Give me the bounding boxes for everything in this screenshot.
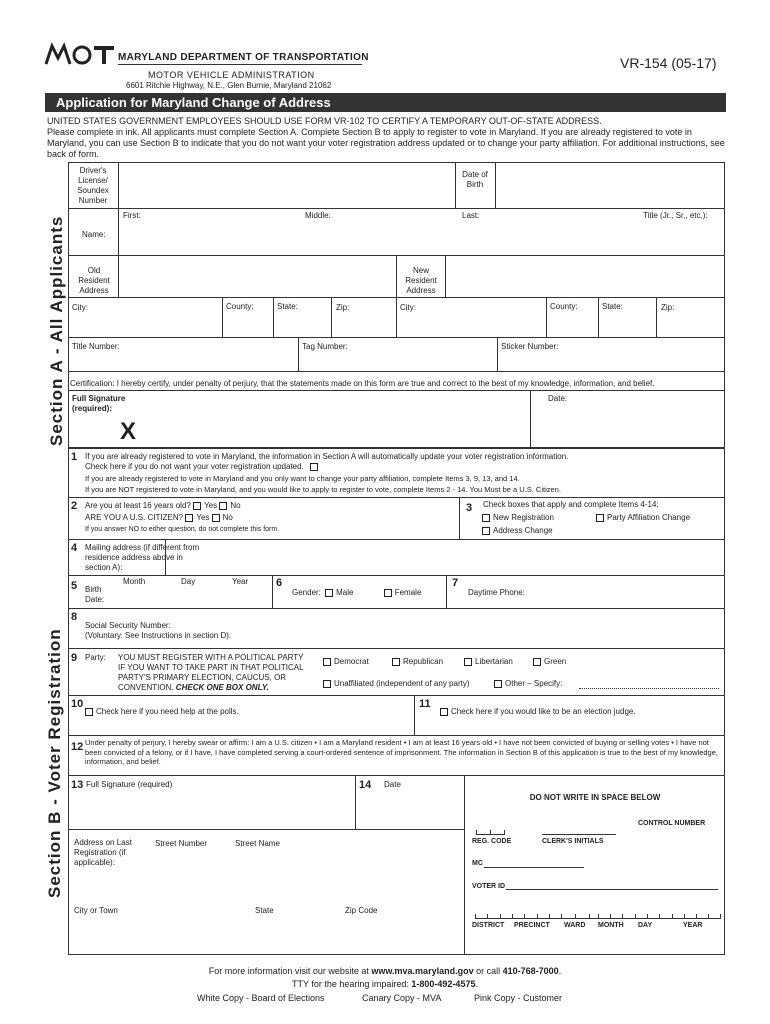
unaffiliated-label: Unaffiliated (independent of any party) [334, 679, 470, 688]
item-7-number: 7 [452, 577, 459, 589]
old-city-label: City: [72, 303, 88, 312]
party-instruction-4: CONVENTION. [118, 683, 174, 692]
footer-info: For more information visit our website at www.mva.maryland.gov or call 410-768-7000. [208, 966, 562, 976]
citizen-yes-label: Yes [196, 513, 210, 522]
phone-label: Daytime Phone: [468, 588, 525, 597]
age-question: Are you at least 16 years old? [85, 501, 191, 510]
item-1-note-1: If you are already registered to vote in Maryland and you only want to change your party affiliation, complete Items 3, 9, 13, and 14. [85, 474, 520, 483]
item-4-number: 4 [71, 542, 78, 554]
party-instruction-1: YOU MUST REGISTER WITH A POLITICAL PARTY [118, 653, 304, 662]
green-checkbox[interactable] [533, 658, 541, 666]
item-1-note-2: If you are NOT registered to vote in Maryland, and you would like to apply to register to vote, complete Items 2 - 14. You Must be a U.S. Citizen. [85, 485, 561, 494]
libertarian-checkbox[interactable] [464, 658, 472, 666]
last-registration-label: Address on Last Registration (if applicable): [74, 838, 132, 867]
item-13-number: 13 [71, 779, 84, 791]
name-label: Name: [82, 230, 106, 239]
signature-label: Full Signature (required): [72, 394, 126, 413]
new-registration-label: New Registration [493, 513, 554, 522]
mc-label: MC [472, 860, 483, 867]
signature-input[interactable] [140, 392, 528, 446]
citizen-question: ARE YOU A U.S. CITIZEN? [85, 513, 184, 522]
item-3-number: 3 [466, 502, 473, 514]
male-checkbox[interactable] [325, 589, 333, 597]
new-city-label: City: [400, 303, 416, 312]
libertarian-option [464, 657, 513, 666]
party-change-checkbox[interactable] [596, 514, 604, 522]
old-zip-label: Zip: [336, 303, 350, 312]
department-name: MARYLAND DEPARTMENT OF TRANSPORTATION [118, 52, 369, 63]
clerk-initials-label: CLERK'S INITIALS [542, 838, 604, 845]
voter-signature-input[interactable] [86, 792, 352, 824]
old-state-label: State: [277, 302, 298, 311]
footer-phone: 410-768-7000 [502, 966, 559, 976]
section-b-label: Section B - Voter Registration [45, 628, 64, 898]
oath-text: Under penalty of perjury, I hereby swear or affirm: I am a U.S. citizen • I am a Maryland resident • I am at least 16 years old • I have not been convicted of buying or selling votes • I have not been convicted of a felony, or if I have, I have completed serving a court-ordered sentence of imprisonment. The information in Section B of this application is true to the best of my knowledge, information, and belief. [85, 738, 718, 766]
reg-code-label: REG. CODE [472, 838, 512, 845]
unaffiliated-option [323, 679, 470, 688]
city-town-label: City or Town [74, 906, 118, 915]
footer-tty-number: 1-800-492-4575 [411, 979, 476, 989]
sticker-number-label: Sticker Number: [501, 342, 559, 351]
suffix-label: Title (Jr., Sr., etc.): [643, 211, 708, 220]
item-1-check-row [85, 462, 321, 471]
last-city-input[interactable] [72, 918, 460, 952]
democrat-option [323, 657, 369, 666]
ward-label: WARD [564, 922, 586, 929]
item-11-number: 11 [419, 698, 431, 710]
agency-address: 6601 Ritchie Highway, N.E., Glen Burnie, Maryland 21062 [126, 81, 332, 90]
new-county-label: County: [550, 302, 578, 311]
democrat-label: Democrat [334, 657, 369, 666]
voter-date-input[interactable] [380, 792, 460, 824]
female-label: Female [394, 588, 422, 597]
other-party-input[interactable] [579, 688, 719, 689]
republican-label: Republican [403, 657, 444, 666]
ssn-note: (Voluntary. See Instructions in section D): [85, 631, 232, 640]
license-label: Driver's License/ Soundex Number [77, 166, 109, 205]
last-name-label: Last: [462, 211, 480, 220]
item-2-citizen-row [85, 513, 233, 522]
birth-date-input[interactable] [118, 588, 270, 606]
intro-instructions: Please complete in ink. All applicants must complete Section A. Complete Section B to apply to register to vote in Maryland. If you are already registered to vote in Maryland, you can use Section B to indicate that you do not want your voter registration address updated or to change your party affiliation. For additional instructions, see back of form. [47, 127, 725, 159]
gender-row [292, 588, 421, 597]
year-label: Year [232, 577, 249, 586]
dob-input[interactable] [496, 163, 724, 207]
day-label: Day [181, 577, 196, 586]
party-instruction-2: IF YOU WANT TO TAKE PART IN THAT POLITICAL [118, 663, 304, 672]
address-change-option [482, 526, 553, 535]
last-state-label: State [255, 906, 274, 915]
district-label: DISTRICT [472, 922, 505, 929]
phone-input[interactable] [535, 584, 723, 604]
title-number-label: Title Number: [72, 342, 120, 351]
citizen-yes-checkbox[interactable] [185, 514, 193, 522]
party-label: Party: [85, 653, 106, 662]
citizen-no-checkbox[interactable] [212, 514, 220, 522]
day-office-label: DAY [638, 922, 653, 929]
last-street-input[interactable] [152, 852, 460, 900]
republican-option [392, 657, 443, 666]
item-6-number: 6 [276, 577, 283, 589]
form-id: VR-154 (05-17) [620, 55, 717, 71]
certification-label: Certification: [70, 379, 115, 388]
election-judge-checkbox[interactable] [440, 708, 448, 716]
citizen-no-label: No [222, 513, 233, 522]
republican-checkbox[interactable] [392, 658, 400, 666]
item-1-text: If you are already registered to vote in Maryland, the information in Section A will automatically update your voter registration information. [85, 452, 569, 461]
item-2-age-row [85, 501, 241, 510]
footer-tty: TTY for the hearing impaired: 1-800-492-4575. [292, 979, 478, 989]
item-5-number: 5 [71, 580, 78, 592]
address-change-label: Address Change [493, 526, 553, 535]
new-address-label: New Resident Address [405, 266, 437, 295]
democrat-checkbox[interactable] [323, 658, 331, 666]
age-no-label: No [230, 501, 241, 510]
item-4-text: Mailing address (if different from residence address above in section A): [85, 543, 200, 572]
signature-x-mark: X [120, 418, 137, 445]
item-12-number: 12 [71, 741, 84, 753]
item-2-note: If you answer NO to either question, do not complete this form. [85, 526, 280, 533]
old-county-label: County: [226, 302, 254, 311]
party-instructions [118, 653, 318, 693]
item-1-check-label: Check here if you do not want your voter registration updated. [85, 462, 304, 471]
age-yes-label: Yes [204, 501, 218, 510]
item-13-label: Full Signature (required) [86, 780, 173, 789]
middle-name-label: Middle: [305, 211, 331, 220]
last-zip-label: Zip Code [345, 906, 378, 915]
party-change-option [596, 513, 690, 522]
precinct-label: PRECINCT [514, 922, 550, 929]
age-yes-checkbox[interactable] [193, 502, 201, 510]
poll-help-label: Check here if you need help at the polls. [96, 707, 239, 716]
month-label: Month [123, 577, 146, 586]
signature-date-label: Date: [548, 394, 568, 403]
item-14-label: Date [384, 780, 401, 789]
ssn-label: Social Security Number: [85, 621, 171, 630]
unaffiliated-checkbox[interactable] [323, 680, 331, 688]
age-no-checkbox[interactable] [219, 502, 227, 510]
year-office-label: YEAR [683, 922, 703, 929]
signature-date-input[interactable] [532, 406, 724, 446]
month-office-label: MONTH [598, 922, 624, 929]
street-number-label: Street Number [155, 839, 208, 848]
do-not-write-label: DO NOT WRITE IN SPACE BELOW [529, 793, 661, 802]
birth-date-label: Birth Date: [85, 585, 105, 604]
no-update-checkbox[interactable] [310, 463, 318, 471]
new-registration-option [482, 513, 554, 522]
certification [70, 379, 720, 388]
footer-tty-label: TTY for the hearing impaired: [292, 979, 409, 989]
street-name-label: Street Name [235, 839, 280, 848]
item-8-number: 8 [71, 611, 78, 623]
old-address-input[interactable] [119, 256, 395, 296]
new-registration-checkbox[interactable] [482, 514, 490, 522]
other-party-checkbox[interactable] [494, 680, 502, 688]
old-address-label: Old Resident Address [78, 266, 110, 295]
new-zip-label: Zip: [661, 303, 675, 312]
page-title: Application for Maryland Change of Address [56, 95, 331, 110]
address-change-checkbox[interactable] [482, 527, 490, 535]
election-judge-label: Check here if you would like to be an election judge. [451, 707, 636, 716]
mdot-logo [44, 42, 116, 68]
section-a-label: Section A - All Applicants [47, 215, 66, 446]
green-option [533, 657, 566, 666]
item-9-number: 9 [71, 652, 78, 664]
agency-name: MOTOR VEHICLE ADMINISTRATION [148, 70, 315, 80]
poll-help-checkbox[interactable] [85, 708, 93, 716]
party-instruction-bold: CHECK ONE BOX ONLY. [175, 683, 269, 692]
footer-call: or call [476, 966, 501, 976]
first-name-label: First: [123, 211, 141, 220]
item-10-number: 10 [71, 698, 84, 710]
dob-label: Date of Birth [462, 170, 488, 189]
footer-website-pre: For more information visit our website at [208, 966, 369, 976]
item-1-number: 1 [71, 451, 78, 463]
tag-number-label: Tag Number: [302, 342, 348, 351]
new-address-input[interactable] [446, 256, 724, 296]
gender-label: Gender: [292, 588, 321, 597]
certification-text: I hereby certify, under penalty of perjury, that the statements made on this form are true and correct to the best of my knowledge, information, and belief. [116, 379, 655, 388]
item-3-text: Check boxes that apply and complete Items 4-14: [483, 500, 659, 509]
party-change-label: Party Affiliation Change [607, 513, 691, 522]
copy-white: White Copy - Board of Elections [197, 993, 325, 1003]
libertarian-label: Libertarian [475, 657, 513, 666]
mailing-address-input[interactable] [166, 540, 724, 574]
other-party-label: Other – Specify: [505, 679, 563, 688]
item-14-number: 14 [359, 779, 372, 791]
name-input[interactable] [119, 222, 724, 254]
other-party-option [494, 679, 562, 688]
election-judge-option [440, 707, 636, 716]
intro-notice: UNITED STATES GOVERNMENT EMPLOYEES SHOULD USE FORM VR-102 TO CERTIFY A TEMPORARY OUT-OF-STATE ADDRESS. [47, 116, 602, 126]
new-state-label: State: [602, 302, 623, 311]
copy-canary: Canary Copy - MVA [362, 993, 442, 1003]
license-input[interactable] [119, 163, 454, 207]
voter-id-label: VOTER ID [472, 883, 506, 890]
green-label: Green [544, 657, 567, 666]
poll-help-option [85, 707, 239, 716]
female-checkbox[interactable] [384, 589, 392, 597]
ssn-input[interactable] [260, 612, 720, 644]
item-2-number: 2 [71, 500, 78, 512]
footer-website[interactable]: www.mva.maryland.gov [371, 966, 474, 976]
male-label: Male [336, 588, 354, 597]
party-instruction-3: PARTY'S PRIMARY ELECTION, CAUCUS, OR [118, 673, 287, 682]
copy-pink: Pink Copy - Customer [474, 993, 563, 1003]
control-number-label: CONTROL NUMBER [638, 820, 706, 827]
